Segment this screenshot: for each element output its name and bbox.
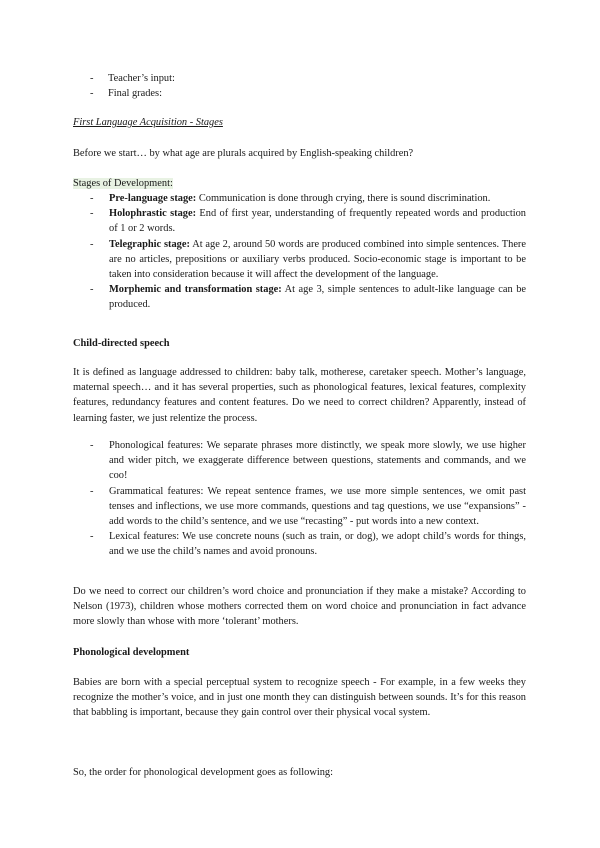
stages-heading: Stages of Development:	[73, 178, 173, 189]
cds-paragraph: It is defined as language addressed to children: baby talk, motherese, caretaker speech. Mother’s language, maternal speech… and it has several properties, such as phonological features, lexical features, complexity features, redundancy features and content features. Do we need to correct children? Apparently, instead of learning faster, we just relentize the process.	[73, 367, 526, 424]
phon-heading: Phonological development	[73, 647, 190, 658]
list-item: - Lexical features: We use concrete nouns (such as train, or dog), we adopt child’s words for things, and we use the child’s names and avoid pronouns.	[90, 531, 526, 558]
stage-term: Holophrastic stage:	[109, 208, 197, 220]
stage-text: Communication is done through crying, there is sound discrimination.	[196, 193, 491, 204]
stage-term: Telegraphic stage:	[109, 238, 190, 250]
features-list	[90, 438, 526, 560]
section-title[interactable]: First Language Acquisition - Stages	[73, 117, 223, 128]
stage-text: End of first year, understanding of frequently repeated words and production of 1 or 2 words.	[109, 208, 527, 235]
phon-paragraph: Babies are born with a special perceptual system to recognize speech - For example, in a few weeks they recognize the mother’s voice, and in just one month they can distinguish between sounds. It’s for this reason that babbling is important, because they gain control over their physical vocal system.	[73, 677, 526, 719]
top-list	[90, 71, 175, 101]
intro-question: Before we start… by what age are plurals acquired by English-speaking children?	[73, 148, 414, 159]
list-item: - Phonological features: We separate phrases more distinctly, we speak more slowly, we use higher and wider pitch, we exaggerate difference between questions, statements and commands, and we coo!	[90, 440, 526, 482]
list-item: - Morphemic and transformation stage: At age 3, simple sentences to adult-like language can be produced.	[90, 284, 526, 311]
list-item: - Telegraphic stage: At age 2, around 50 words are produced combined into simple sentences. There are no articles, prepositions or auxiliary verbs produced. Socio-economic stage is important to be taken into consideration because it will affect the development of the language.	[90, 238, 527, 281]
stage-term: Pre-language stage:	[109, 193, 197, 204]
order-line: So, the order for phonological development goes as following:	[73, 767, 333, 778]
stage-text: At age 3, simple sentences to adult-like language can be produced.	[109, 284, 526, 311]
list-item: - Grammatical features: We repeat sentence frames, we use more simple sentences, we omit past tenses and inflections, we use more commands, questions and tag questions, we use “expansions” - add words to the child’s sentence, and we use “recasting” - put words into a new context.	[90, 485, 526, 528]
list-item: - Pre-language stage: Communication is done through crying, there is sound discrimination.	[90, 193, 491, 204]
stage-text: At age 2, around 50 words are produced combined into simple sentences. There are no articles, prepositions or auxiliary verbs produced. Socio-economic stage is important to be taken into consideration because it will affect the development of the language.	[109, 238, 527, 281]
stages-list	[90, 191, 526, 313]
nelson-paragraph: Do we need to correct our children’s word choice and pronunciation if they make a mistake? According to Nelson (1973), children whose mothers corrected them on word choice and pronunciation in fact advance more slowly than whose with more ‘tolerant’ mothers.	[73, 586, 526, 628]
cds-heading: Child-directed speech	[73, 338, 170, 349]
list-item: - Final grades:	[90, 88, 162, 100]
list-item: - Holophrastic stage: End of first year, understanding of frequently repeated words and production of 1 or 2 words.	[90, 208, 527, 235]
list-item: - Teacher’s input:	[90, 73, 175, 84]
stage-term: Morphemic and transformation stage:	[109, 284, 282, 296]
